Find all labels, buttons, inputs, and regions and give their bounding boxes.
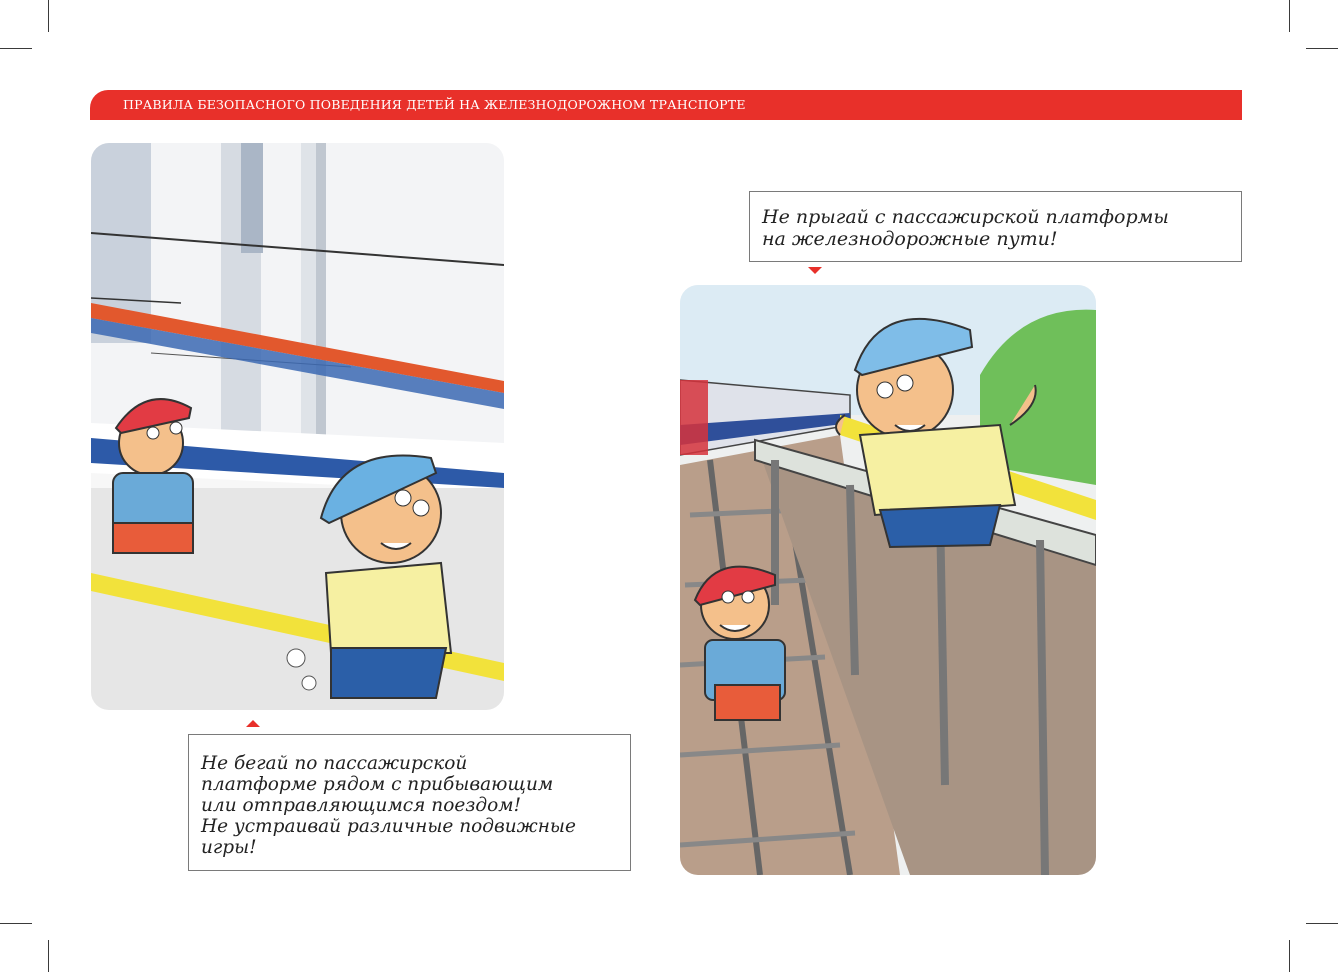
illustration-right-svg [680, 285, 1096, 875]
crop-mark-bottom-right-v [1289, 940, 1290, 972]
pointer-up-marker [246, 720, 260, 727]
caption-running-platform [188, 734, 631, 871]
caption-line: игры! [201, 837, 257, 858]
caption-line: платформе рядом с прибывающим [201, 774, 554, 795]
pointer-down-marker [808, 267, 822, 274]
illustration-running-near-train [91, 143, 504, 710]
crop-mark-top-right-h [1306, 48, 1338, 49]
crop-mark-bottom-left-h [0, 923, 32, 924]
illustration-platform-edge [680, 285, 1096, 875]
crop-mark-top-left-v [48, 0, 49, 32]
header-banner [90, 90, 1242, 120]
illustration-left-svg [91, 143, 504, 710]
caption-line: Не бегай по пассажирской [201, 753, 468, 774]
caption-jumping-platform [749, 191, 1242, 262]
caption-line: или отправляющимся поездом! [201, 795, 522, 816]
crop-mark-bottom-right-h [1306, 923, 1338, 924]
crop-mark-top-right-v [1289, 0, 1290, 32]
caption-line: на железнодорожные пути! [762, 228, 1058, 250]
crop-mark-bottom-left-v [48, 940, 49, 972]
crop-mark-top-left-h [0, 48, 32, 49]
caption-line: Не прыгай с пассажирской платформы [762, 206, 1169, 228]
header-title: ПРАВИЛА БЕЗОПАСНОГО ПОВЕДЕНИЯ ДЕТЕЙ НА ЖЕЛЕЗНОДОРОЖНОМ ТРАНСПОРТЕ [123, 97, 746, 112]
caption-line: Не устраивай различные подвижные [201, 816, 576, 837]
